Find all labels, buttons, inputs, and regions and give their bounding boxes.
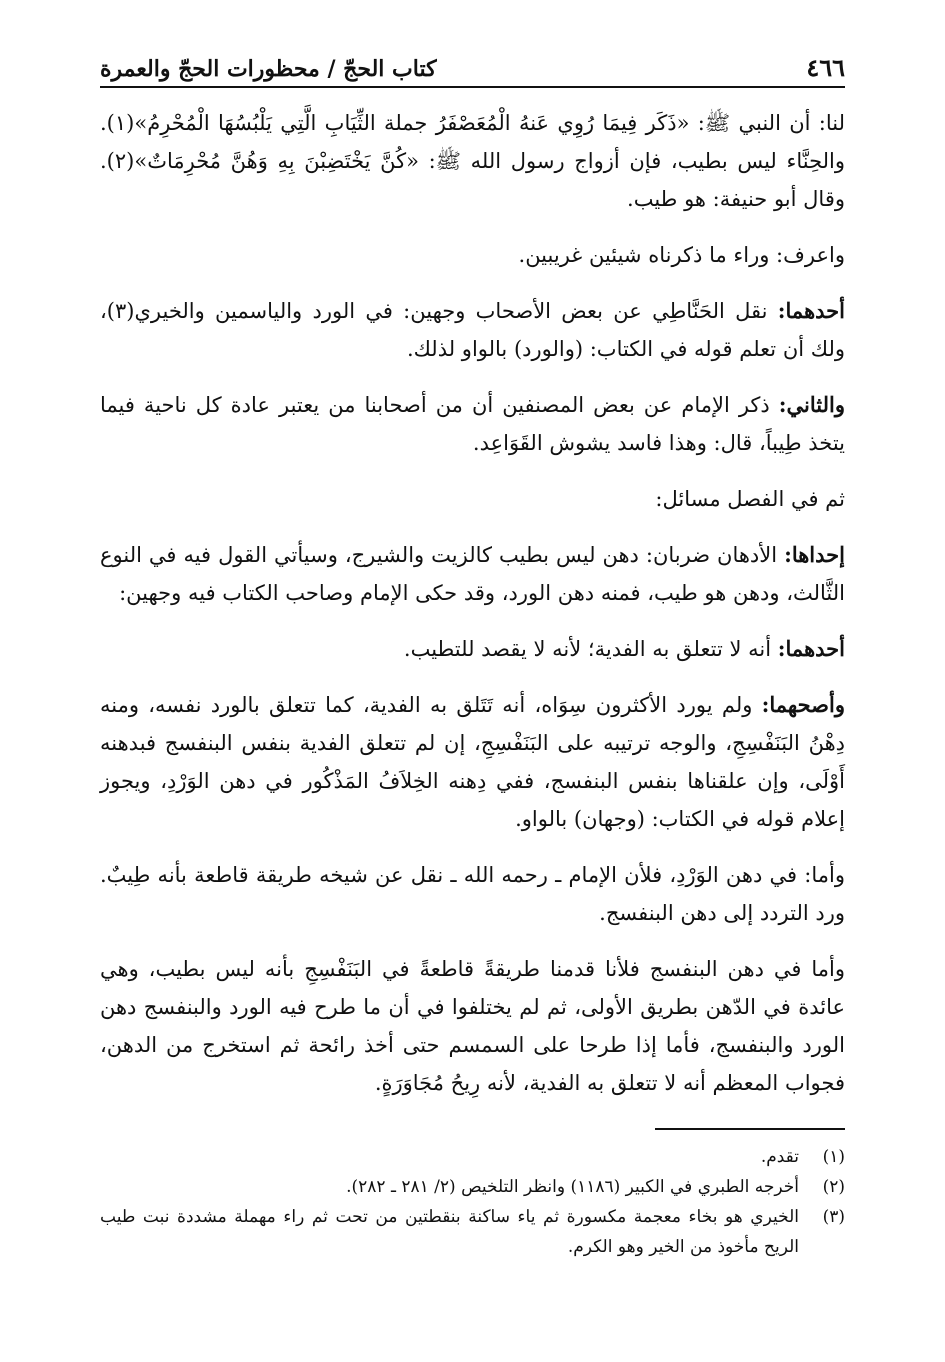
footnote-text: أخرجه الطبري في الكبير (١١٨٦) وانظر التلخيص (٢/ ٢٨١ ـ ٢٨٢).: [346, 1177, 799, 1197]
paragraph: [100, 630, 845, 668]
book-page: [100, 42, 845, 1332]
paragraph-text: الأدهان ضربان: دهن ليس بطيب كالزيت والشيرج، وسيأتي القول فيه في النوع الثَّالث، ودهن هو طيب، فمنه دهن الورد، وقد حكى الإمام وصاحب الكتاب فيه وجهين:: [100, 543, 845, 605]
paragraph-text: نقل الحَنَّاطِي عن بعض الأصحاب وجهين: في الورد والياسمين والخيري(٣)، ولك أن تعلم قوله في الكتاب: (والورد) بالواو لذلك.: [100, 299, 845, 361]
paragraph-lead: والثاني:: [778, 392, 845, 417]
footnote-number: (١): [822, 1147, 845, 1167]
paragraph-text: وأما: في دهن الوَرْدِ، فلأن الإمام ـ رحمه الله ـ نقل عن شيخه طريقة قاطعة بأنه طِيبٌ. ورد التردد إلى دهن البنفسج.: [100, 863, 845, 925]
paragraph: [100, 480, 845, 518]
paragraph-text: ذكر الإمام عن بعض المصنفين أن من أصحابنا من يعتبر عادة كل ناحية فيما يتخذ طِيباً، قال: وهذا فاسد يشوش القَوَاعِد.: [100, 393, 845, 455]
footnote: [100, 1202, 845, 1262]
footnote: [100, 1142, 845, 1172]
paragraph-text: واعرف: وراء ما ذكرناه شيئين غريبين.: [518, 243, 845, 267]
paragraph: [100, 292, 845, 368]
page-body: [100, 88, 845, 1102]
page-header: [100, 42, 845, 88]
footnote-divider: [655, 1128, 845, 1130]
paragraph-text: أنه لا تتعلق به الفدية؛ لأنه لا يقصد للتطيب.: [403, 637, 772, 661]
paragraph-lead: وأصحهما:: [761, 692, 845, 717]
footnote-number: (٣): [822, 1207, 845, 1227]
footnote-text: تقدم.: [760, 1147, 799, 1167]
footnote-text: الخيري هو بخاء معجمة مكسورة ثم ياء ساكنة بنقطتين من تحت ثم راء مهملة مشددة نبت طيب الريح مأخوذ من الخير وهو الكرم.: [100, 1207, 799, 1257]
paragraph-lead: إحداها:: [784, 542, 845, 567]
paragraph: [100, 104, 845, 218]
paragraph-text: ولم يورد الأكثرون سِوَاه، أنه تَتَلق به الفدية، كما تتعلق بالورد نفسه، ومنه دِهْنُ البَنَفْسِجِ، والوجه ترتيبه على البَنَفْسِجِ، إن لم تتعلق الفدية بنفس البنفسج فبدهنه أَوْلَى، وإن علقناها بنفس البنفسج، ففي دِهنه الخِلاَفُ المَذْكُور في دهن الوَرْدِ، ويجوز إعلام قوله في الكتاب: (وجهان) بالواو.: [100, 693, 845, 831]
footnotes: [100, 1142, 845, 1262]
paragraph-text: ثم في الفصل مسائل:: [655, 487, 845, 511]
footnote: [100, 1172, 845, 1202]
paragraph-text: وأما في دهن البنفسج فلأنا قدمنا طريقةً قاطعةً في البَنَفْسِجِ بأنه ليس بطيب، وهي عائدة في الدّهن بطريق الأولى، ثم لم يختلفوا في أن ما طرح فيه الورد والبنفسج دهن الورد والبنفسج، فأما إذا طرحا على السمسم حتى أخذ رائحة ثم استخرج من الدهن، فجواب المعظم أنه لا تتعلق به الفدية، لأنه رِيحُ مُجَاوَرَةٍ.: [100, 957, 845, 1095]
running-title: كتاب الحجّ / محظورات الحجّ والعمرة: [100, 56, 437, 82]
paragraph: [100, 236, 845, 274]
footnote-number: (٢): [822, 1177, 845, 1197]
paragraph: [100, 950, 845, 1102]
paragraph: [100, 856, 845, 932]
paragraph: [100, 536, 845, 612]
paragraph-lead: أحدهما:: [777, 298, 845, 323]
paragraph-text: لنا: أن النبي ﷺ: «ذَكَر فِيمَا رُوِي عَنهُ الْمُعَصْفَرُ جملة الثِّيَابِ الَّتِي يَلْبُسُهَا الْمُحْرِمُ»(١). والحِنَّاء ليس بطيب، فإن أزواج رسول الله ﷺ: «كُنَّ يَخْتَضِبْنَ بِهِ وَهُنَّ مُحْرِمَاتٌ»(٢). وقال أبو حنيفة: هو طيب.: [100, 111, 845, 211]
paragraph: [100, 686, 845, 838]
paragraph: [100, 386, 845, 462]
paragraph-lead: أحدهما:: [777, 636, 845, 661]
page-number: ٤٦٦: [806, 53, 845, 82]
